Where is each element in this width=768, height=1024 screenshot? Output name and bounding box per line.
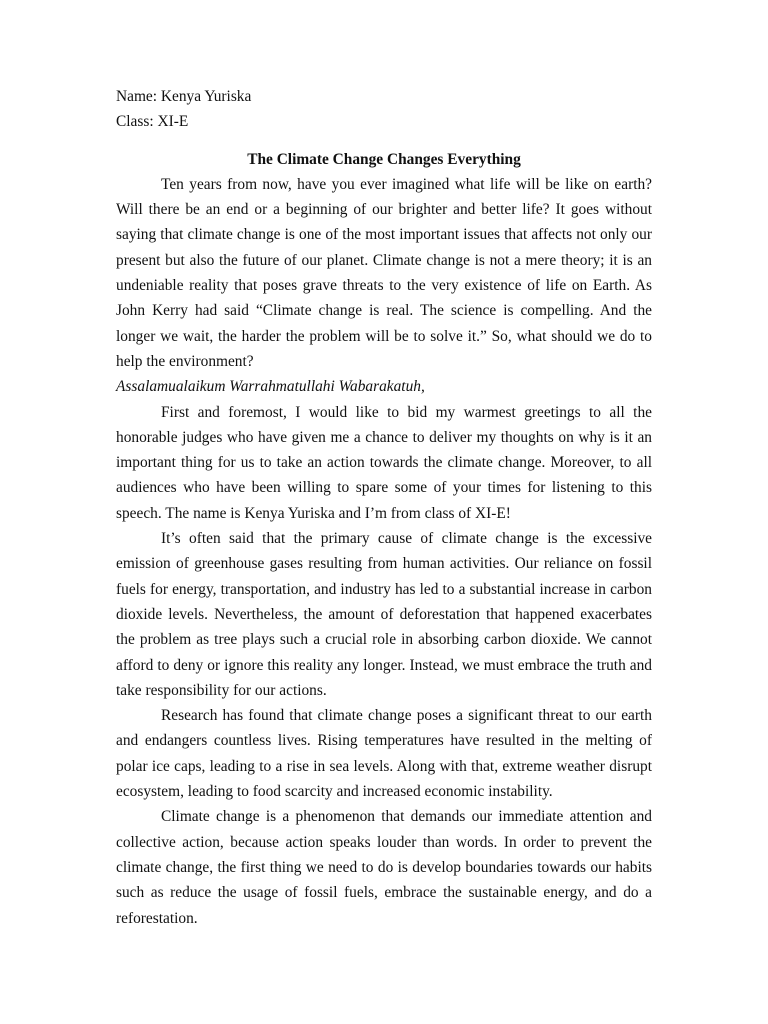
paragraph-causes: It’s often said that the primary cause of climate change is the excessive emission of greenhouse gases resulting from human activities. Our reliance on fossil fuels for energy, transportation, and industry has led to a substantial increase in carbon dioxide levels. Nevertheless, the amount of deforestation that happened exacerbates the problem as tree plays such a crucial role in absorbing carbon dioxide. We cannot afford to deny or ignore this reality any longer. Instead, we must embrace the truth and take responsibility for our actions.: [116, 530, 652, 699]
document-title: The Climate Change Changes Everything: [247, 150, 521, 168]
student-class: Class: XI-E: [116, 113, 189, 131]
paragraph-action: Climate change is a phenomenon that demands our immediate attention and collective action, because action speaks louder than words. In order to prevent the climate change, the first thing we need to do is develop boundaries towards our habits such as reduce the usage of fossil fuels, embrace the sustainable energy, and do a reforestation.: [116, 808, 652, 927]
paragraph-intro: Ten years from now, have you ever imagined what life will be like on earth? Will there be an end or a beginning of our brighter and better life? It goes without saying that climate change is one of the most important issues that affects not only our present but also the future of our planet. Climate change is not a mere theory; it is an undeniable reality that poses grave threats to the very existence of life on Earth. As John Kerry had said “Climate change is real. The science is compelling. And the longer we wait, the harder the problem will be to solve it.” So, what should we do to help the environment?: [116, 175, 652, 370]
greeting-line: Assalamualaikum Warrahmatullahi Wabarakatuh,: [116, 378, 425, 396]
document-body: [116, 84, 652, 931]
paragraph-greetings: First and foremost, I would like to bid my warmest greetings to all the honorable judges who have given me a chance to deliver my thoughts on why is it an important thing for us to take an action towards the climate change. Moreover, to all audiences who have been willing to spare some of your times for listening to this speech. The name is Kenya Yuriska and I’m from class of XI-E!: [116, 403, 652, 522]
paragraph-research: Research has found that climate change poses a significant threat to our earth and endangers countless lives. Rising temperatures have resulted in the melting of polar ice caps, leading to a rise in sea levels. Along with that, extreme weather disrupt ecosystem, leading to food scarcity and increased economic instability.: [116, 707, 652, 801]
student-name: Name: Kenya Yuriska: [116, 88, 252, 105]
